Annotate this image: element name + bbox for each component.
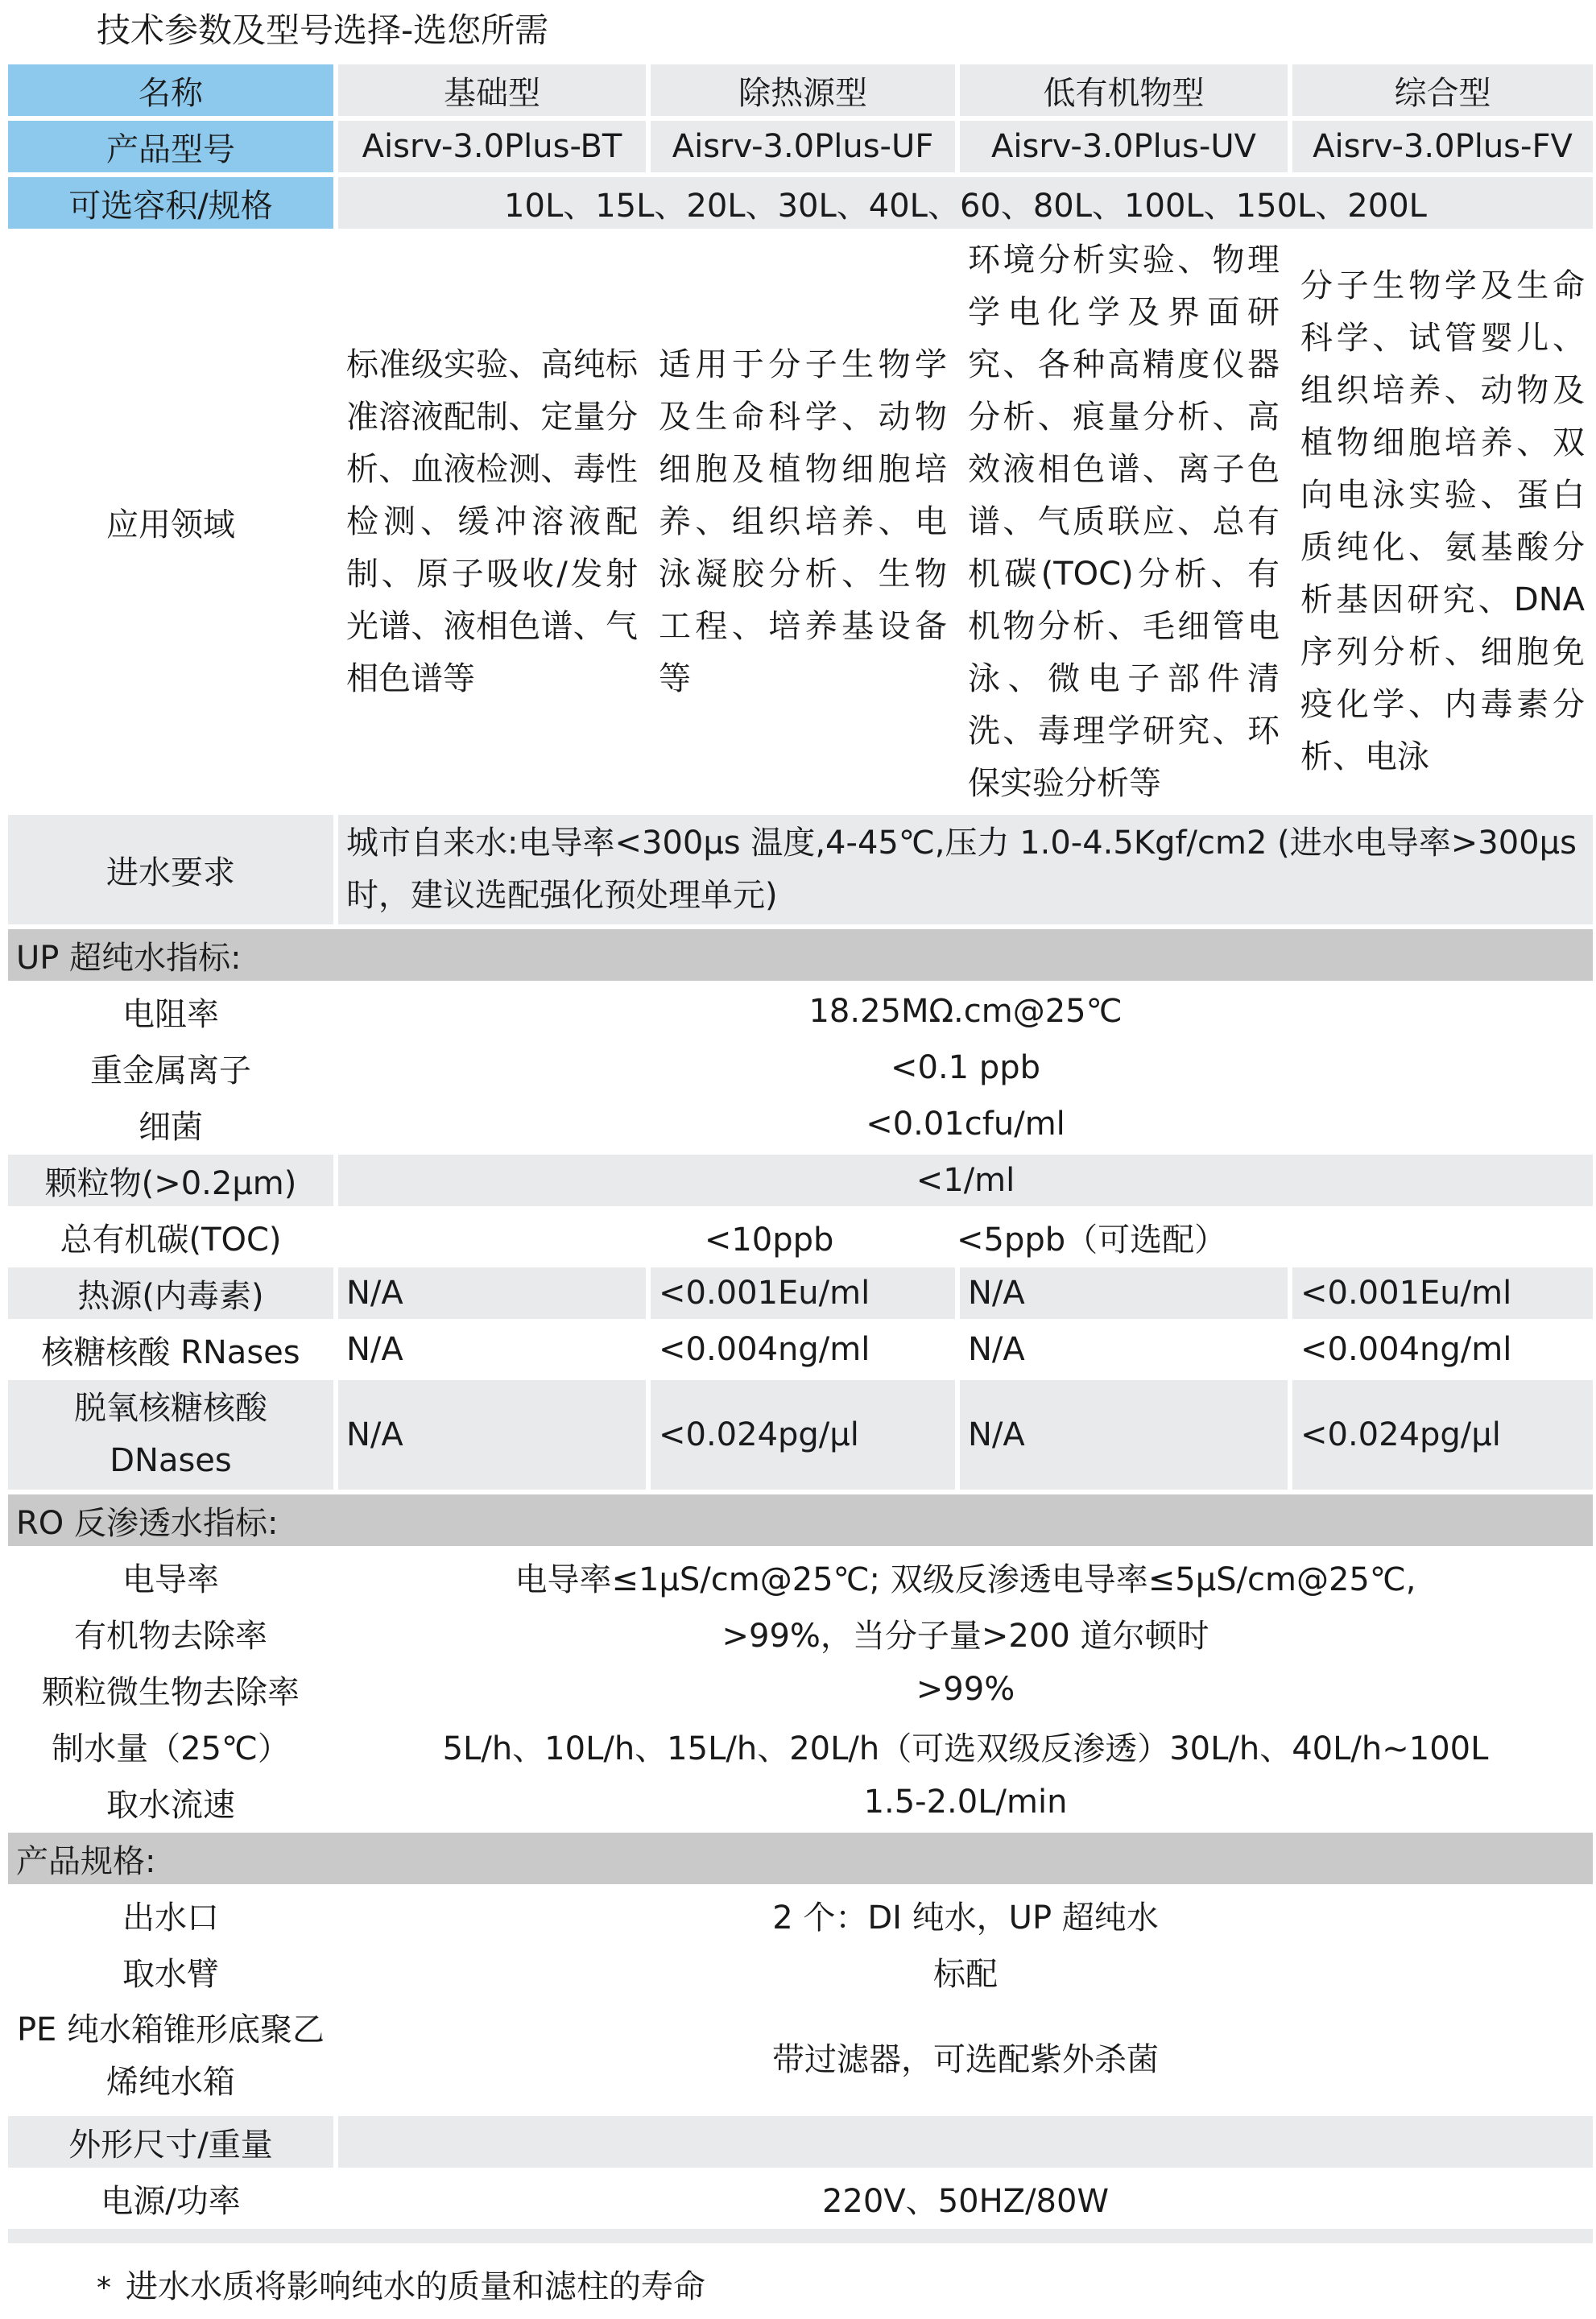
table-row [8,1211,1593,1263]
row-label: 电源/功率 [8,2172,333,2224]
label-capacity: 可选容积/规格 [8,177,333,229]
cell-value: N/A [338,1324,646,1375]
row-value: 电导率≤1μS/cm@25℃; 双级反渗透电导率≤5μS/cm@25℃, [338,1551,1593,1602]
cell-value: N/A [960,1267,1288,1319]
row-label: 外形尺寸/重量 [8,2116,333,2168]
table-row [8,1664,1593,1715]
section-title-up: UP 超纯水指标: [8,929,1593,981]
row-label: 脱氧核糖核酸 DNases [8,1380,333,1490]
model-fv: Aisrv-3.0Plus-FV [1292,121,1593,172]
row-label: 取水臂 [8,1945,333,1997]
spec-table [3,60,1596,2248]
table-row [8,1776,1593,1828]
table-row [8,2172,1593,2224]
application-pyrogen-free: 适用于分子生物学及生命科学、动物细胞及植物细胞培养、组织培养、电泳凝胶分析、生物工程、培养基设备等 [651,234,955,810]
row-label: 取水流速 [8,1776,333,1828]
row-value: <0.1 ppb [338,1042,1593,1093]
table-row [8,1380,1593,1490]
table-row [8,1945,1593,1997]
row-value: 18.25MΩ.cm@25℃ [338,986,1593,1037]
row-label: 电导率 [8,1551,333,1602]
row-label: 出水口 [8,1889,333,1941]
row-label: 颗粒微生物去除率 [8,1664,333,1715]
table-row [8,2002,1593,2111]
table-row [8,2116,1593,2168]
row-value: <0.01cfu/ml [338,1098,1593,1150]
row-label: PE 纯水箱锥形底聚乙烯纯水箱 [8,2002,333,2111]
row-value: 5L/h、10L/h、15L/h、20L/h（可选双级反渗透）30L/h、40L/h~100L [338,1720,1593,1771]
cell-value: <0.001Eu/ml [1292,1267,1593,1319]
cell-value: <0.001Eu/ml [651,1267,955,1319]
label-application: 应用领域 [8,234,333,810]
model-uf: Aisrv-3.0Plus-UF [651,121,955,172]
cell-value: <0.024pg/μl [1292,1380,1593,1490]
model-bt: Aisrv-3.0Plus-BT [338,121,646,172]
row-value: 标配 [338,1945,1593,1997]
table-bottom-strip [8,2229,1593,2243]
section-title-ro: RO 反渗透水指标: [8,1494,1593,1546]
section-spec [8,1833,1593,1884]
table-row [8,1551,1593,1602]
row-label: 总有机碳(TOC) [8,1211,333,1263]
section-up [8,929,1593,981]
page-title: 技术参数及型号选择-选您所需 [97,10,549,50]
row-value: 1.5-2.0L/min [338,1776,1593,1828]
row-label: 热源(内毒素) [8,1267,333,1319]
row-value: 2 个：DI 纯水，UP 超纯水 [338,1889,1593,1941]
cell-value: N/A [338,1267,646,1319]
table-row [8,1324,1593,1375]
table-row [8,1098,1593,1150]
table-row [8,1042,1593,1093]
row-label: 颗粒物(>0.2μm) [8,1155,333,1206]
row-value: 220V、50HZ/80W [338,2172,1593,2224]
row-capacity [8,177,1593,229]
row-label: 重金属离子 [8,1042,333,1093]
footnote [97,2261,705,2314]
application-low-organic: 环境分析实验、物理学电化学及界面研究、各种高精度仪器分析、痕量分析、高效液相色谱、离子色谱、气质联应、总有机碳(TOC)分析、有机物分析、毛细管电泳、微电子部件清洗、毒理学研究、环保实验分析等 [960,234,1288,810]
cell-value: N/A [960,1380,1288,1490]
section-ro [8,1494,1593,1546]
row-value [338,2116,1593,2168]
label-inlet: 进水要求 [8,815,333,924]
asterisk-icon: * [97,2271,111,2305]
label-model: 产品型号 [8,121,333,172]
row-label: 制水量（25℃） [8,1720,333,1771]
table-row [8,1607,1593,1659]
inlet-value: 城市自来水:电导率<300μs 温度,4-45℃,压力 1.0-4.5Kgf/cm2 (进水电导率>300μs 时，建议选配强化预处理单元) [338,815,1593,924]
type-pyrogen-free: 除热源型 [651,64,955,116]
row-value: >99% [338,1664,1593,1715]
application-comprehensive: 分子生物学及生命科学、试管婴儿、组织培养、动物及植物细胞培养、双向电泳实验、蛋白质纯化、氨基酸分析基因研究、DNA 序列分析、细胞免疫化学、内毒素分析、电泳 [1292,234,1593,810]
cell-value: N/A [338,1380,646,1490]
bottom-strip [8,2229,1593,2243]
section-title-spec: 产品规格: [8,1833,1593,1884]
row-value: <1/ml [338,1155,1593,1206]
row-label: 有机物去除率 [8,1607,333,1659]
capacity-value: 10L、15L、20L、30L、40L、60、80L、100L、150L、200L [338,177,1593,229]
row-application [8,234,1593,810]
application-basic: 标准级实验、高纯标准溶液配制、定量分析、血液检测、毒性检测、缓冲溶液配制、原子吸收/发射光谱、液相色谱、气相色谱等 [338,234,646,810]
cell-value: <0.024pg/μl [651,1380,955,1490]
row-label: 细菌 [8,1098,333,1150]
model-uv: Aisrv-3.0Plus-UV [960,121,1288,172]
type-basic: 基础型 [338,64,646,116]
table-row [8,1155,1593,1206]
cell-value: N/A [960,1324,1288,1375]
type-low-organic: 低有机物型 [960,64,1288,116]
row-label: 电阻率 [8,986,333,1037]
table-row [8,1720,1593,1771]
table-row [8,1267,1593,1319]
row-value: >99%，当分子量>200 道尔顿时 [338,1607,1593,1659]
cell-value: <0.004ng/ml [651,1324,955,1375]
row-value: <10ppb <5ppb（可选配） [338,1211,1593,1263]
row-inlet [8,815,1593,924]
row-value: 带过滤器，可选配紫外杀菌 [338,2002,1593,2111]
table-row [8,986,1593,1037]
label-name: 名称 [8,64,333,116]
row-label: 核糖核酸 RNases [8,1324,333,1375]
footnote-text: 进水水质将影响纯水的质量和滤柱的寿命 [126,2268,705,2305]
cell-value: <0.004ng/ml [1292,1324,1593,1375]
table-row [8,1889,1593,1941]
row-name [8,64,1593,116]
row-model [8,121,1593,172]
type-comprehensive: 综合型 [1292,64,1593,116]
